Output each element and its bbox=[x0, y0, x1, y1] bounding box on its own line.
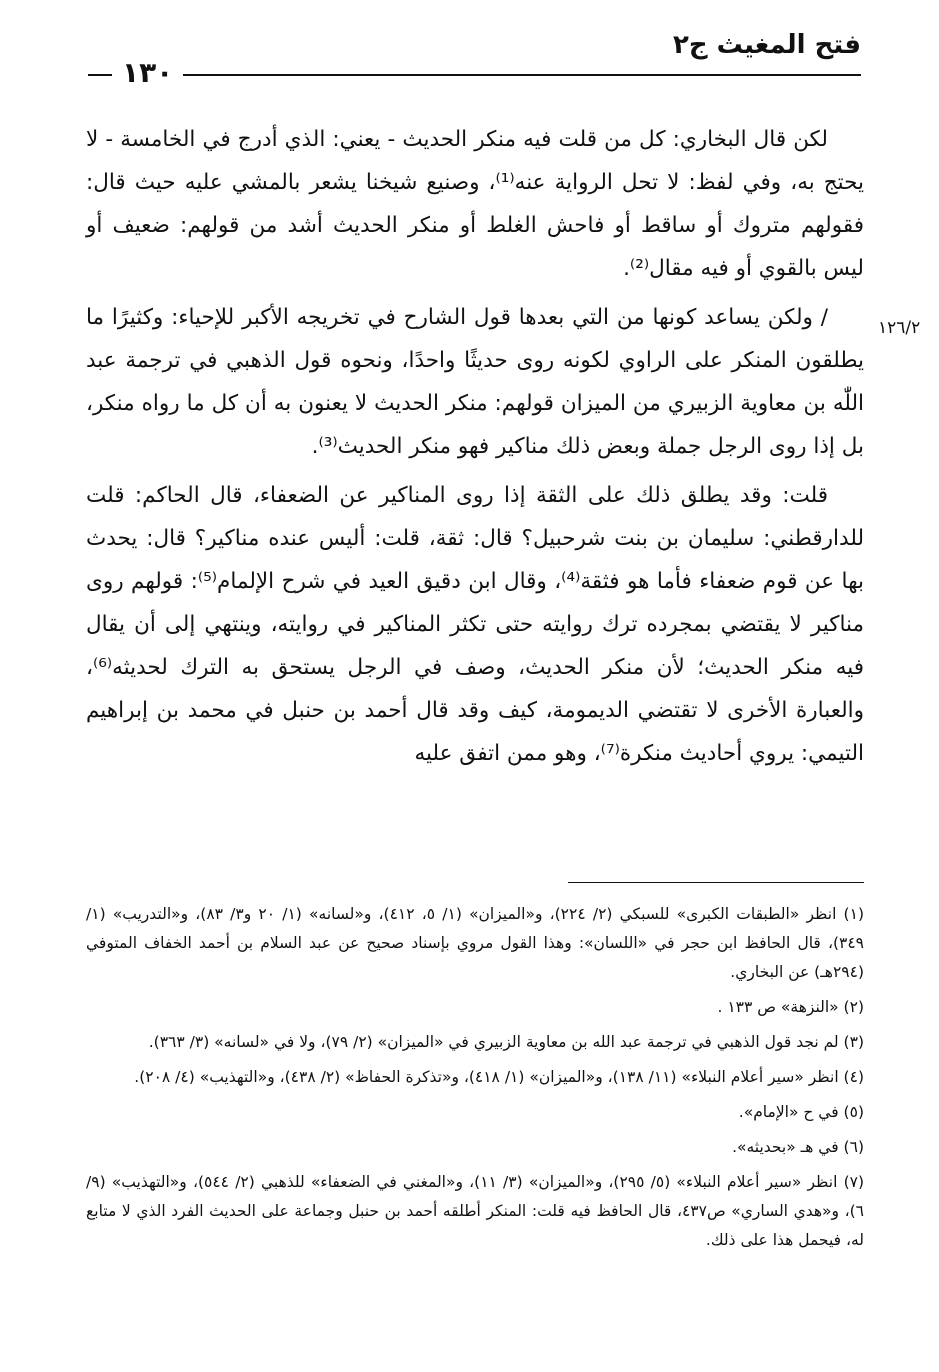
main-text bbox=[86, 118, 864, 781]
page-number: ١٣٠ bbox=[112, 56, 183, 89]
footnote-separator bbox=[568, 882, 864, 883]
footnotes bbox=[86, 900, 864, 1261]
footnote: (٣) لم نجد قول الذهبي في ترجمة عبد الله بن معاوية الزبيري في «الميزان» (٢/ ٧٩)، ولا في «لسانه» (٣/ ٣٦٣). bbox=[148, 1033, 864, 1051]
paragraph: قلت: وقد يطلق ذلك على الثقة إذا روى المناكير عن الضعفاء، قال الحاكم: قلت للدارقطني: سليمان بن بنت شرحبيل؟ قال: ثقة، قلت: أليس عنده مناكير؟ قال: يحدث بها عن قوم ضعفاء فأما هو فثقة⁽⁴⁾، وقال ابن دقيق العيد في شرح الإلمام⁽⁵⁾: قولهم روى مناكير لا يقتضي بمجرده ترك روايته حتى تكثر المناكير في روايته، وينتهي إلى أن يقال فيه منكر الحديث؛ لأن منكر الحديث، وصف في الرجل يستحق به الترك لحديثه⁽⁶⁾، والعبارة الأخرى لا تقتضي الديمومة، كيف وقد قال أحمد بن حنبل في محمد بن إبراهيم التيمي: يروي أحاديث منكرة⁽⁷⁾، وهو ممن اتفق عليه bbox=[86, 483, 865, 766]
footnote: (١) انظر «الطبقات الكبرى» للسبكي (٢/ ٢٢٤)، و«الميزان» (١/ ٥، ٤١٢)، و«لسانه» (١/ ٢٠ و٣/ ٨٣)، و«التدريب» (١/ ٣٤٩)، قال الحافظ ابن حجر في «اللسان»: وهذا القول مروي بإسناد صحيح عن عبد السلام بن أحمد الخفاف المتوفي (٢٩٤هـ) عن البخاري. bbox=[86, 905, 864, 981]
running-header-title: فتح المغيث ج٢ bbox=[672, 30, 861, 60]
paragraph: / ولكن يساعد كونها من التي بعدها قول الشارح في تخريجه الأكبر للإحياء: وكثيرًا ما يطلقون المنكر على الراوي لكونه روى حديثًا واحدًا، ونحوه قول الذهبي في ترجمة عبد اللّٰه بن معاوية الزبيري من الميزان قولهم: منكر الحديث لا يعنون به أن كل ما رواه منكر، بل إذا روى الرجل جملة وبعض ذلك مناكير فهو منكر الحديث⁽³⁾. bbox=[86, 305, 864, 459]
footnote: (٧) انظر «سير أعلام النبلاء» (٥/ ٢٩٥)، و«الميزان» (٣/ ١١)، و«المغني في الضعفاء» للذهبي (٢/ ٥٤٤)، و«التهذيب» (٩/ ٦)، و«هدي الساري» ص٤٣٧، قال الحافظ فيه قلت: المنكر أطلقه أحمد بن حنبل وجماعة على الحديث الفرد الذي لا متابع له، فيحمل هذا على ذلك. bbox=[86, 1173, 865, 1249]
footnote: (٤) انظر «سير أعلام النبلاء» (١١/ ١٣٨)، و«الميزان» (١/ ٤١٨)، و«تذكرة الحفاظ» (٢/ ٤٣٨)، و«التهذيب» (٤/ ٢٠٨). bbox=[134, 1068, 864, 1086]
footnote: (٢) «النزهة» ص ١٣٣ . bbox=[717, 998, 864, 1016]
footnote: (٦) في هـ «بحديثه». bbox=[732, 1138, 864, 1156]
margin-reference-note: ١٢٦/٢ bbox=[878, 318, 921, 338]
header-rule bbox=[88, 74, 861, 76]
paragraph: لكن قال البخاري: كل من قلت فيه منكر الحديث - يعني: الذي أدرج في الخامسة - لا يحتج به، وفي لفظ: لا تحل الرواية عنه⁽¹⁾، وصنيع شيخنا يشعر بالمشي عليه حيث قال: فقولهم متروك أو ساقط أو فاحش الغلط أو منكر الحديث أشد من قولهم: ضعيف أو ليس بالقوي أو فيه مقال⁽²⁾. bbox=[86, 127, 865, 281]
footnote: (٥) في ح «الإمام». bbox=[738, 1103, 864, 1121]
